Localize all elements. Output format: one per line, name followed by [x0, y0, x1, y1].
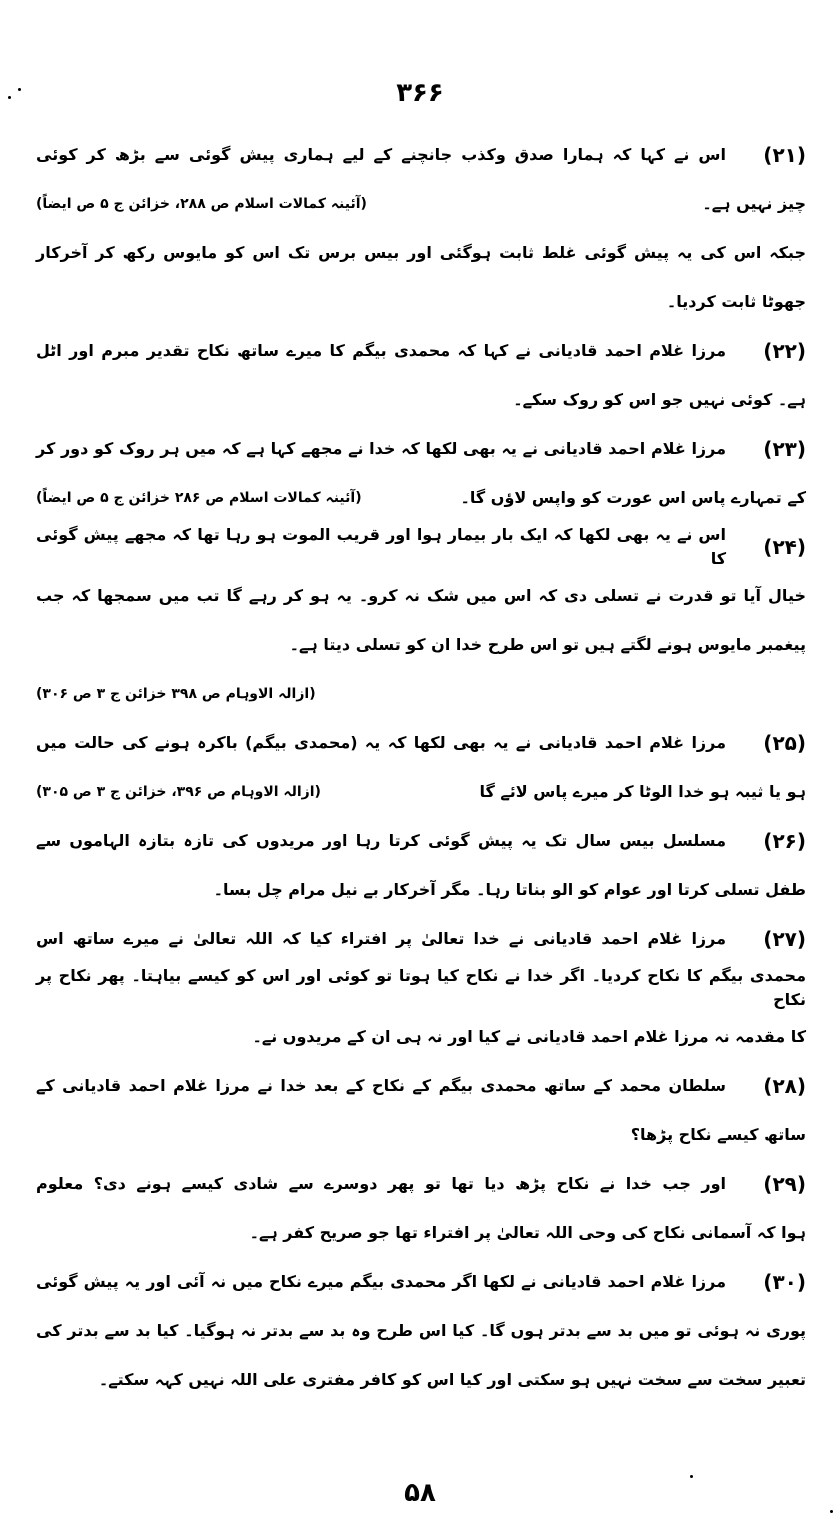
line-text: مرزا غلام احمد قادیانی نے کہا کہ محمدی بیگم کا میرے ساتھ نکاح تقدیر مبرم اور اٹل — [36, 340, 726, 360]
page-body — [36, 130, 806, 1404]
text-line — [36, 620, 806, 669]
item-number: (۲۵) — [763, 730, 806, 755]
citation: (آئینہ کمالات اسلام ص ۲۸۶ خزائن ج ۵ ص ایضاً) — [36, 489, 362, 506]
scan-speck — [690, 1475, 693, 1478]
line-text: جھوٹا ثابت کردیا۔ — [666, 291, 806, 311]
text-line — [36, 326, 806, 375]
footer-page-number: ۵۸ — [404, 1478, 436, 1508]
line-text: ہو یا ثیبہ ہو خدا الوٹا کر میرے پاس لائے گا — [479, 781, 806, 801]
line-text: پوری نہ ہوئی تو میں بد سے بدتر ہوں گا۔ کیا اس طرح وہ بد سے بدتر نہ ہوگیا۔ کیا بد سے بدتر کی — [36, 1320, 806, 1340]
item-number: (۲۷) — [763, 926, 806, 951]
item-number: (۳۰) — [763, 1269, 806, 1294]
text-line — [36, 522, 806, 571]
text-line — [36, 1257, 806, 1306]
scan-speck — [18, 88, 21, 91]
line-text: کا مقدمہ نہ مرزا غلام احمد قادیانی نے کیا اور نہ ہی ان کے مریدوں نے۔ — [252, 1026, 806, 1046]
text-line — [36, 718, 806, 767]
line-text: اور جب خدا نے نکاح پڑھ دیا تھا تو پھر دوسرے سے شادی کیسے ہونے دی؟ معلوم — [36, 1173, 726, 1193]
text-line — [36, 816, 806, 865]
text-line — [36, 277, 806, 326]
text-line — [36, 914, 806, 963]
citation: (آئینہ کمالات اسلام ص ۲۸۸، خزائن ج ۵ ص ایضاً) — [36, 195, 367, 212]
line-text: چیز نہیں ہے۔ — [702, 193, 806, 213]
item-number: (۲۶) — [763, 828, 806, 853]
line-text: مرزا غلام احمد قادیانی نے لکھا اگر محمدی بیگم میرے نکاح میں نہ آئی اور یہ پیش گوئی — [36, 1271, 726, 1291]
line-text: مرزا غلام احمد قادیانی نے یہ بھی لکھا کہ یہ (محمدی بیگم) باکرہ ہونے کی حالت میں — [36, 732, 726, 752]
text-line — [36, 1061, 806, 1110]
line-text: اس نے کہا کہ ہمارا صدق وکذب جانچنے کے لیے ہماری پیش گوئی سے بڑھ کر کوئی — [36, 144, 726, 164]
citation: (ازالہ الاوہام ص ۳۹۸ خزائن ج ۳ ص ۳۰۶) — [36, 685, 316, 702]
line-text: مرزا غلام احمد قادیانی نے خدا تعالیٰ پر افتراء کیا کہ اللہ تعالیٰ نے میرے ساتھ اس — [36, 928, 726, 948]
item-number: (۲۳) — [763, 436, 806, 461]
text-line — [36, 473, 806, 522]
line-text: ہے۔ کوئی نہیں جو اس کو روک سکے۔ — [513, 389, 806, 409]
line-text: اس نے یہ بھی لکھا کہ ایک بار بیمار ہوا اور قریب الموت ہو رہا تھا کہ مجھے پیش گوئی کا — [36, 524, 726, 568]
text-line — [36, 1159, 806, 1208]
text-line — [36, 424, 806, 473]
line-text: جبکہ اس کی یہ پیش گوئی غلط ثابت ہوگئی اور بیس برس تک اس کو مایوس رکھ کر آخرکار — [36, 242, 806, 262]
item-number: (۲۱) — [763, 142, 806, 167]
text-line — [36, 130, 806, 179]
item-number: (۲۴) — [763, 534, 806, 559]
text-line — [36, 1012, 806, 1061]
line-text: تعبیر سخت سے سخت نہیں ہو سکتی اور کیا اس کو کافر مفتری علی اللہ نہیں کہہ سکتے۔ — [98, 1369, 806, 1389]
header-page-number: ۳۶۶ — [396, 78, 444, 108]
line-text: طفل تسلی کرتا اور عوام کو الو بناتا رہا۔ مگر آخرکار بے نیل مرام چل بسا۔ — [213, 879, 806, 899]
text-line — [36, 767, 806, 816]
line-text: سلطان محمد کے ساتھ محمدی بیگم کے نکاح کے بعد خدا نے مرزا غلام احمد قادیانی کے — [36, 1075, 726, 1095]
text-line — [36, 963, 806, 1012]
scan-speck — [8, 96, 11, 99]
text-line — [36, 1208, 806, 1257]
text-line — [36, 571, 806, 620]
text-line — [36, 669, 806, 718]
item-number: (۲۸) — [763, 1073, 806, 1098]
text-line — [36, 865, 806, 914]
text-line — [36, 1306, 806, 1355]
text-line — [36, 1110, 806, 1159]
line-text: خیال آیا تو قدرت نے تسلی دی کہ اس میں شک نہ کرو۔ یہ ہو کر رہے گا تب میں سمجھا کہ جب — [36, 585, 806, 605]
line-text: کے تمہارے پاس اس عورت کو واپس لاؤں گا۔ — [460, 487, 806, 507]
line-text: محمدی بیگم کا نکاح کردیا۔ اگر خدا نے نکاح کیا ہوتا تو کوئی اور اس کو کیسے بیاہتا۔ پھر نکاح پر نکاح — [36, 965, 806, 1009]
text-line — [36, 1355, 806, 1404]
line-text: پیغمبر مایوس ہونے لگتے ہیں تو اس طرح خدا ان کو تسلی دیتا ہے۔ — [289, 634, 806, 654]
line-text: مسلسل بیس سال تک یہ پیش گوئی کرتا رہا اور مریدوں کی تازہ بتازہ الہاموں سے — [36, 830, 726, 850]
item-number: (۲۹) — [763, 1171, 806, 1196]
line-text: مرزا غلام احمد قادیانی نے یہ بھی لکھا کہ خدا نے مجھے کہا ہے کہ میں ہر روک کو دور کر — [36, 438, 726, 458]
line-text: ہوا کہ آسمانی نکاح کی وحی اللہ تعالیٰ پر افتراء تھا جو صریح کفر ہے۔ — [249, 1222, 806, 1242]
text-line — [36, 179, 806, 228]
citation: (ازالہ الاوہام ص ۳۹۶، خزائن ج ۳ ص ۳۰۵) — [36, 783, 321, 800]
text-line — [36, 375, 806, 424]
scan-speck — [830, 1510, 833, 1513]
line-text: ساتھ کیسے نکاح پڑھا؟ — [630, 1124, 806, 1144]
item-number: (۲۲) — [763, 338, 806, 363]
text-line — [36, 228, 806, 277]
